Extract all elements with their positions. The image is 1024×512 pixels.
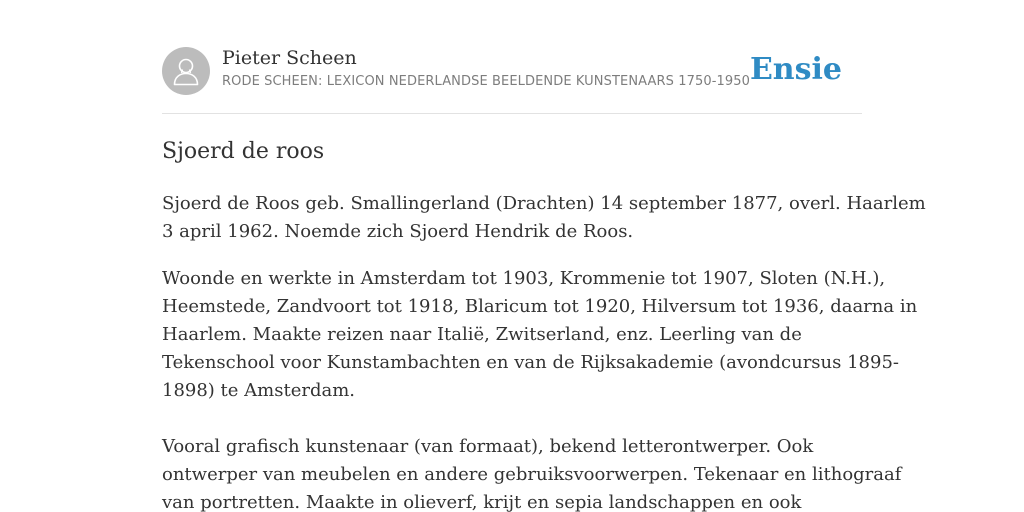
paragraph-line: ontwerper van meubelen en andere gebruiksvoorwerpen. Tekenaar en lithograaf (162, 464, 902, 485)
paragraph-line: Vooral grafisch kunstenaar (van formaat), bekend letterontwerper. Ook (162, 436, 814, 457)
ensie-logo[interactable]: Ensie (749, 52, 842, 87)
avatar[interactable] (162, 47, 210, 95)
paragraph-line: Woonde en werkte in Amsterdam tot 1903, Krommenie tot 1907, Sloten (N.H.), (162, 268, 886, 289)
article-title: Sjoerd de roos (162, 139, 325, 164)
paragraph (162, 265, 918, 405)
article-body (162, 190, 926, 512)
paragraph-line: Heemstede, Zandvoort tot 1918, Blaricum tot 1920, Hilversum tot 1936, daarna in (162, 296, 918, 317)
header-divider (162, 113, 862, 114)
paragraph-line: Tekenschool voor Kunstambachten en van de Rijksakademie (avondcursus 1895- (162, 352, 899, 373)
paragraph-line: 3 april 1962. Noemde zich Sjoerd Hendrik de Roos. (162, 221, 634, 242)
user-icon (172, 56, 200, 86)
paragraph-line: Haarlem. Maakte reizen naar Italië, Zwitserland, enz. Leerling van de (162, 324, 802, 345)
source-name[interactable]: RODE SCHEEN: LEXICON NEDERLANDSE BEELDENDE KUNSTENAARS 1750-1950 (222, 74, 750, 89)
author-name[interactable]: Pieter Scheen (222, 47, 357, 69)
paragraph (162, 190, 926, 246)
paragraph (162, 433, 902, 512)
paragraph-line: Sjoerd de Roos geb. Smallingerland (Drachten) 14 september 1877, overl. Haarlem (162, 193, 926, 214)
paragraph-line: 1898) te Amsterdam. (162, 380, 355, 401)
article-header (162, 46, 862, 96)
paragraph-line: van portretten. Maakte in olieverf, krijt en sepia landschappen en ook (162, 492, 802, 512)
